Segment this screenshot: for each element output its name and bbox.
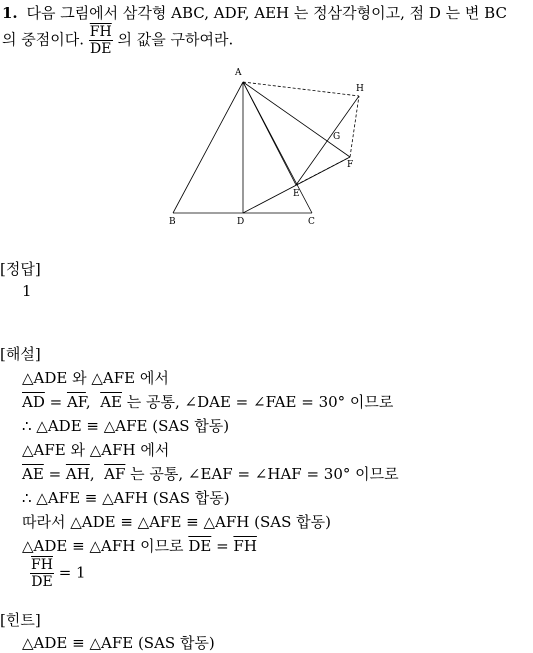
segment-label-AF-2: $\overline{AF}$ xyxy=(104,465,126,483)
solution-line-2: $\overline{AD} = \overline{AF}$, $\overline{AE}$ 는 공통, ∠DAE = ∠FAE = 30° 이므로 xyxy=(22,393,394,411)
solution-line-6: ∴ △AFE ≡ △AFH (SAS 합동) xyxy=(22,489,230,507)
solution-header: [해설] xyxy=(0,345,41,363)
solution-fraction xyxy=(30,557,54,590)
solution-line-1: △ADE 와 △AFE 에서 xyxy=(22,369,169,387)
label-B: B xyxy=(169,217,176,227)
problem-frac-num: $\overline{FH}$ xyxy=(89,24,112,40)
solution-line-7: 따라서 △ADE ≡ △AFE ≡ △AFH (SAS 합동) xyxy=(22,513,331,531)
problem-frac-den: DE xyxy=(90,41,112,57)
problem-text-2-suffix: 의 값을 구하여라. xyxy=(117,30,234,49)
segment-label-AE: $\overline{AE}$ xyxy=(100,393,122,411)
problem-text-2-prefix: 의 중점이다. xyxy=(2,30,84,49)
problem-number: 1. xyxy=(2,4,18,22)
hint-text: △ADE ≡ △AFE (SAS 합동) xyxy=(22,634,215,652)
segment-label-AF: $\overline{AF}$ xyxy=(66,393,86,411)
geometry-figure xyxy=(0,0,533,240)
solution-frac-num: $\overline{FH}$ xyxy=(31,557,53,573)
segment-AB xyxy=(173,82,243,213)
label-A: A xyxy=(235,68,242,78)
label-F: F xyxy=(347,160,354,170)
segment-FH-dashed xyxy=(350,96,359,157)
segment-label-DE: $\overline{DE}$ xyxy=(188,537,212,555)
solution-line-5: $\overline{AE} = \overline{AH}$, $\overline{AF}$ 는 공통, ∠EAF = ∠HAF = 30° 이므로 xyxy=(22,465,399,483)
label-D: D xyxy=(237,217,245,227)
segment-label-AH: $\overline{AH}$ xyxy=(65,465,90,483)
answer-header: [정답] xyxy=(0,260,41,278)
label-E: E xyxy=(293,189,300,199)
label-C: C xyxy=(308,217,315,227)
segment-label-AD: $\overline{AD}$ xyxy=(22,393,45,411)
segment-label-FH: $\overline{FH}$ xyxy=(233,537,257,555)
solution-line-3: ∴ △ADE ≡ △AFE (SAS 합동) xyxy=(22,417,230,435)
label-G: G xyxy=(333,132,341,142)
label-H: H xyxy=(356,84,364,94)
solution-line-8: △ADE ≡ △AFH 이므로 $\overline{DE} = \overline{FH}$ xyxy=(22,537,257,555)
answer-value: 1 xyxy=(22,282,32,300)
solution-frac-den: DE xyxy=(31,574,53,590)
problem-text-1: 다음 그림에서 삼각형 ABC, ADF, AEH 는 정삼각형이고, 점 D 는 변 BC xyxy=(26,4,507,22)
segment-AE xyxy=(243,82,296,185)
solution-line-9: $\frac{\overline{FH}}{DE}$ = 1 xyxy=(31,557,86,590)
segment-EH xyxy=(296,96,359,185)
hint-header: [힌트] xyxy=(0,611,41,629)
solution-line-4: △AFE 와 △AFH 에서 xyxy=(22,441,170,459)
segment-label-AE-2: $\overline{AE}$ xyxy=(22,465,44,483)
